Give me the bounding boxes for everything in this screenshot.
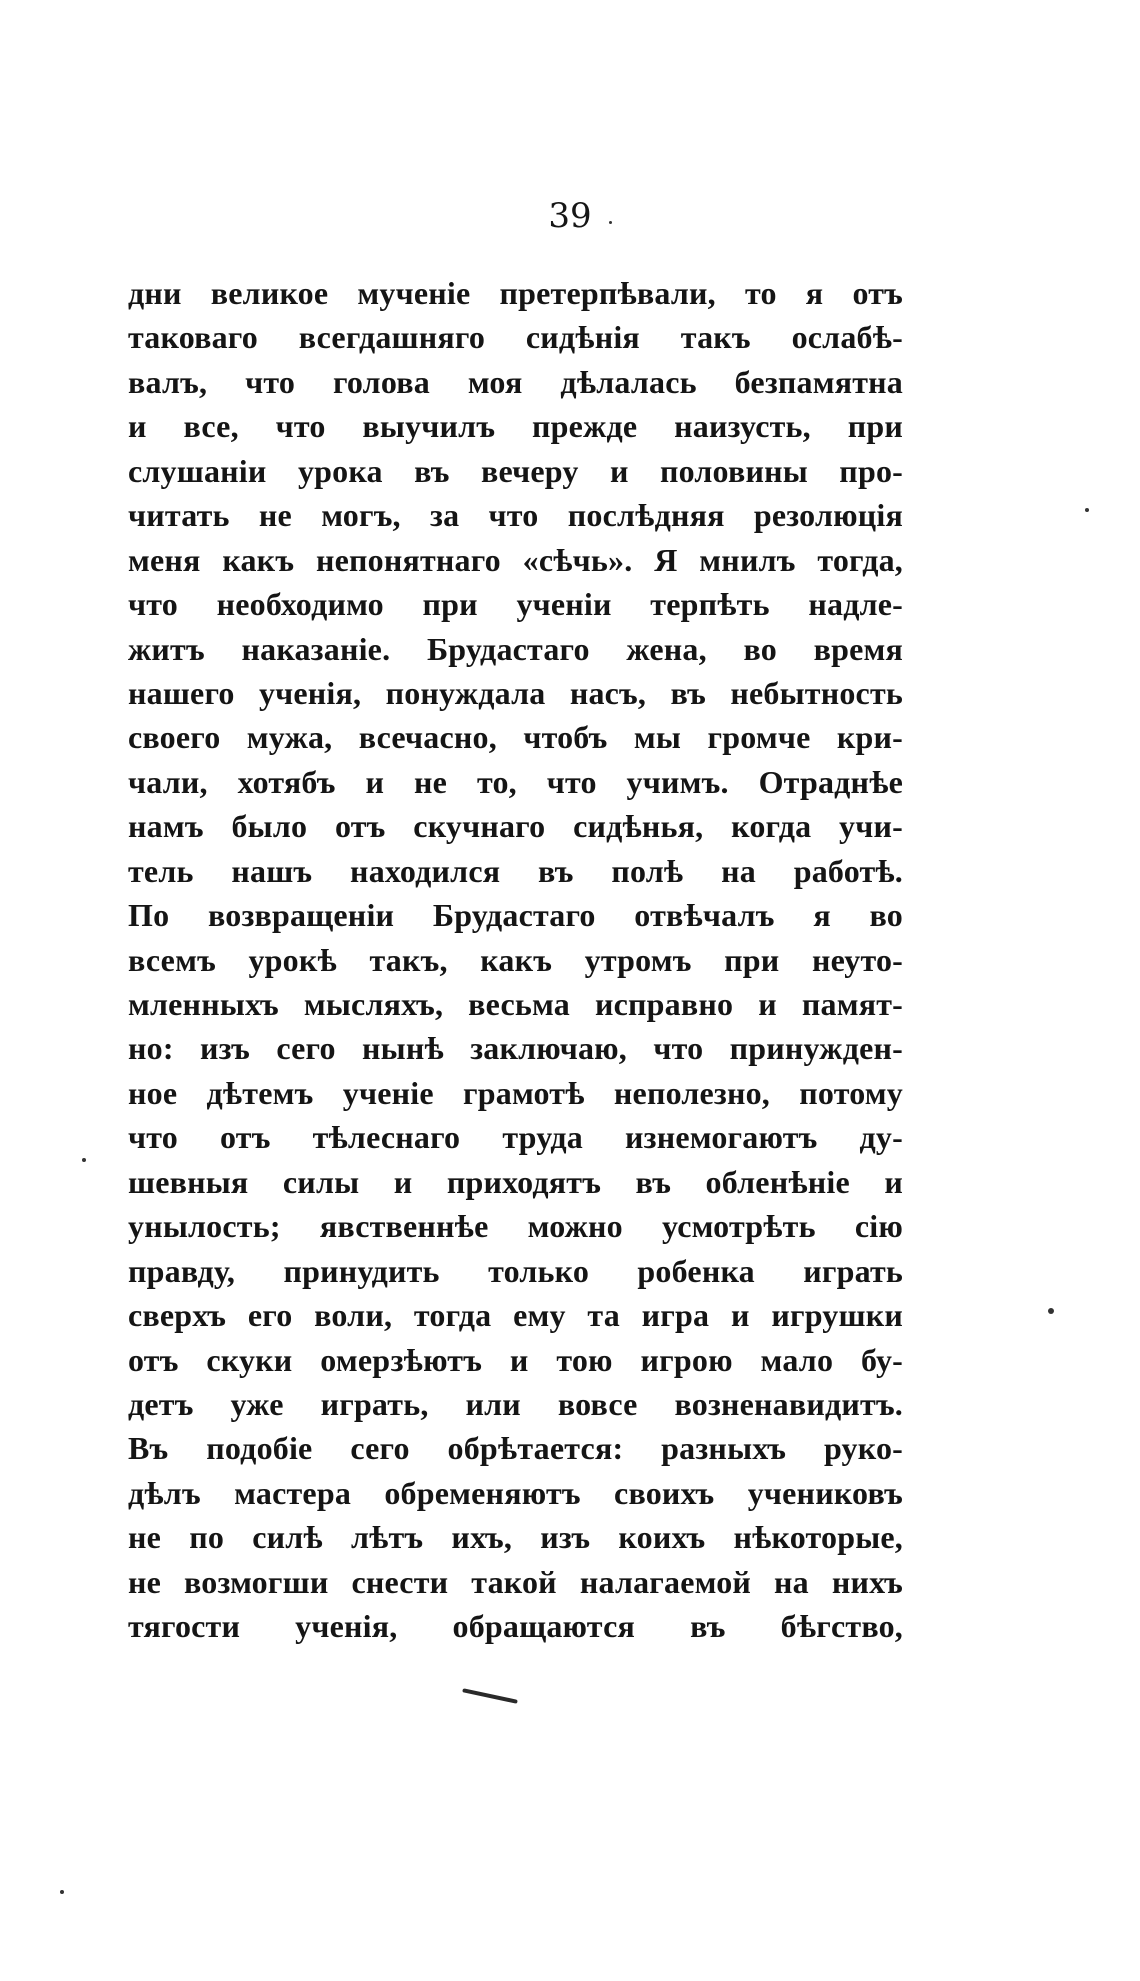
text-line: тель нашъ находился въ полѣ на работѣ. [128, 852, 903, 889]
text-line: не возмогши снести такой налагаемой на нихъ [128, 1563, 903, 1600]
text-line: и все, что выучилъ прежде наизусть, при [128, 408, 903, 445]
text-line: но: изъ сего нынѣ заключаю, что принужден- [128, 1030, 903, 1067]
text-line: унылость; явственнѣе можно усмотрѣть сію [128, 1208, 903, 1245]
text-line: сверхъ его воли, тогда ему та игра и игрушки [128, 1297, 903, 1334]
text-line: ное дѣтемъ ученіе грамотѣ неполезно, потому [128, 1074, 903, 1111]
page-number: 39 [548, 196, 592, 236]
ink-speck [82, 1158, 86, 1162]
catchword-dash [462, 1688, 518, 1704]
text-line: не по силѣ лѣтъ ихъ, изъ коихъ нѣкоторые, [128, 1519, 903, 1556]
text-line: мленныхъ мысляхъ, весьма исправно и памят- [128, 986, 903, 1022]
ink-speck [1048, 1308, 1054, 1314]
text-line: всемъ урокѣ такъ, какъ утромъ при неуто- [128, 941, 903, 978]
text-line: своего мужа, всечасно, чтобъ мы громче кри- [128, 719, 903, 756]
text-line: что отъ тѣлеснаго труда изнемогаютъ ду- [128, 1119, 903, 1156]
text-line: житъ наказаніе. Брудастаго жена, во время [128, 630, 903, 667]
text-line: детъ уже играть, или вовсе возненавидитъ. [128, 1385, 903, 1422]
text-line: правду, принудить только робенка играть [128, 1252, 903, 1289]
text-line: шевныя силы и приходятъ въ обленѣніе и [128, 1163, 903, 1200]
text-line: тягости ученія, обращаются въ бѣгство, [128, 1608, 903, 1645]
text-line: что необходимо при ученіи терпѣть надле- [128, 586, 903, 623]
text-line: валъ, что голова моя дѣлалась безпамятна [128, 363, 903, 400]
ink-speck [1085, 508, 1089, 512]
text-line: нашего ученія, понуждала насъ, въ небытность [128, 674, 903, 711]
text-line: меня какъ непонятнаго «сѣчь». Я мнилъ тогда, [128, 541, 903, 578]
text-line: намъ было отъ скучнаго сидѣнья, когда учи- [128, 808, 903, 845]
ink-speck [60, 1890, 64, 1894]
text-line: дни великое мученіе претерпѣвали, то я отъ [128, 275, 903, 311]
body-text [128, 271, 903, 1649]
text-line: читать не могъ, за что послѣдняя резолюція [128, 497, 903, 534]
text-line: таковаго всегдашняго сидѣнія такъ ослабѣ- [128, 319, 903, 356]
text-line: слушаніи урока въ вечеру и половины про- [128, 452, 903, 489]
text-line: По возвращеніи Брудастаго отвѣчалъ я во [128, 897, 903, 934]
text-line: Въ подобіе сего обрѣтается: разныхъ руко- [128, 1430, 903, 1467]
text-line: дѣлъ мастера обременяютъ своихъ учениковъ [128, 1474, 903, 1511]
text-line: чали, хотябъ и не то, что учимъ. Отраднѣе [128, 763, 903, 800]
ink-speck [609, 221, 612, 224]
text-line: отъ скуки омерзѣютъ и тою игрою мало бу- [128, 1341, 903, 1378]
